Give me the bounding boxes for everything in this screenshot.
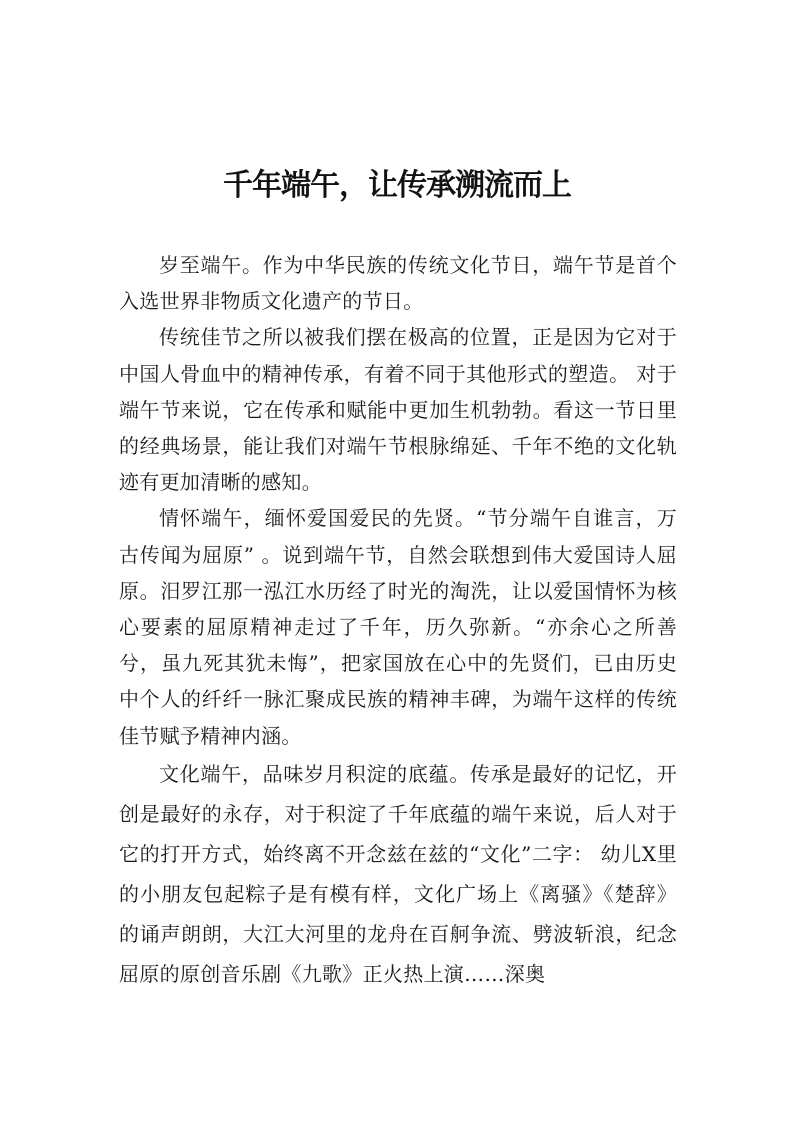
paragraph-1: 岁至端午。作为中华民族的传统文化节日，端午节是首个入选世界非物质文化遗产的节日。 (119, 253, 677, 314)
document-body (119, 247, 677, 994)
paragraph-4: 文化端午，品味岁月积淀的底蕴。传承是最好的记忆，开创是最好的永存，对于积淀了千年底蕴的端午来说，后人对于它的打开方式，始终离不开念兹在兹的“文化”二字： 幼儿X里的小朋友包起粽子是有模有样，文化广场上《离骚》《楚辞》的诵声朗朗，大江大河里的龙舟在百舸争流、劈波斩浪，纪念屈原的原创音乐剧《九歌》正火热上演……深奥 (119, 761, 677, 986)
paragraph-3: 情怀端午，缅怀爱国爱民的先贤。“节分端午自谁言，万古传闻为屈原” 。说到端午节，自然会联想到伟大爱国诗人屈原。汨罗江那一泓江水历经了时光的淘洗，让以爱国情怀为核心要素的屈原精神走过了千年，历久弥新。“亦余心之所善兮，虽九死其犹未悔”，把家国放在心中的先贤们，已由历史中个人的纤纤一脉汇聚成民族的精神丰碑，为端午这样的传统佳节赋予精神内涵。 (119, 506, 677, 748)
paragraph-2: 传统佳节之所以被我们摆在极高的位置，正是因为它对于中国人骨血中的精神传承，有着不同于其他形式的塑造。 对于端午节来说，它在传承和赋能中更加生机勃勃。看这一节日里的经典场景，能让我们对端午节根脉绵延、千年不绝的文化轨迹有更加清晰的感知。 (119, 325, 677, 495)
document-title: 千年端午，让传承溯流而上 (223, 168, 571, 204)
